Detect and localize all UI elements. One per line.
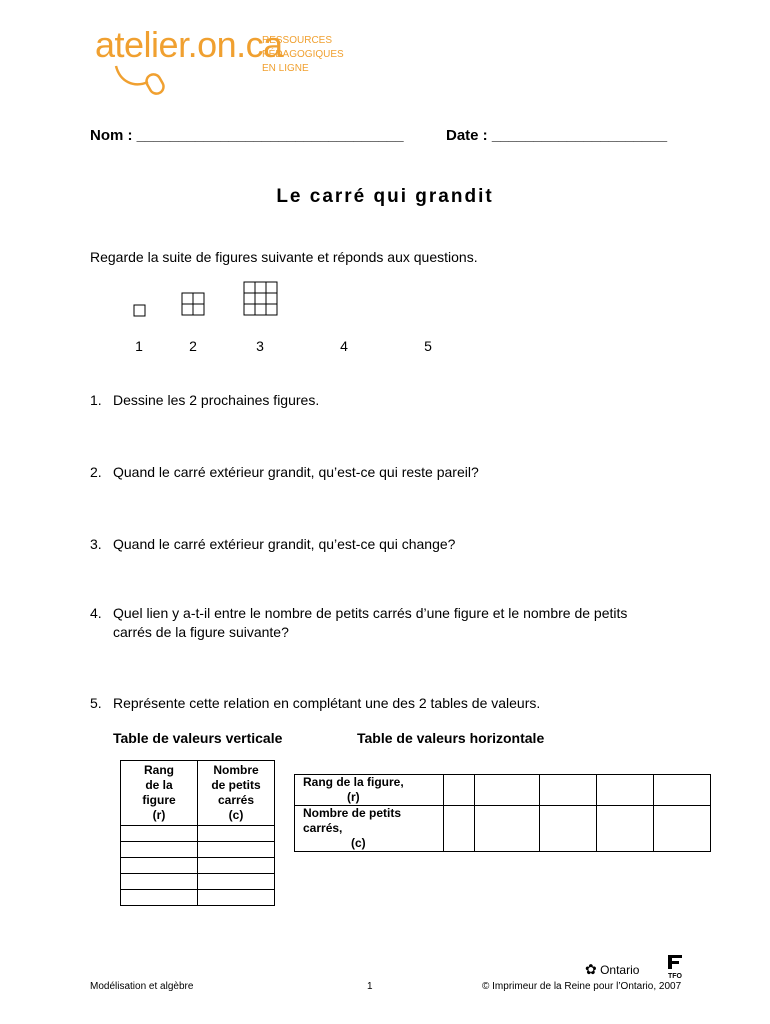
- answer-cell[interactable]: [540, 806, 597, 852]
- question-4: [90, 604, 627, 642]
- table-row: [121, 890, 275, 906]
- table-row: [295, 775, 711, 806]
- tfo-text: TFO: [668, 973, 682, 980]
- answer-cell[interactable]: [444, 806, 475, 852]
- table-row: [295, 806, 711, 852]
- table-row: [121, 842, 275, 858]
- answer-cell[interactable]: [121, 890, 198, 906]
- row-label-count: [295, 806, 444, 852]
- answer-cell[interactable]: [198, 890, 275, 906]
- answer-cell[interactable]: [121, 842, 198, 858]
- question-number: 4.: [90, 605, 102, 621]
- question-text: Quel lien y a-t-il entre le nombre de petits carrés d’une figure et le nombre de petits: [113, 605, 628, 621]
- logo-tagline-line2: PÉDAGOGIQUES: [262, 49, 344, 60]
- atelier-logo: atelier.on.ca: [95, 24, 283, 65]
- tfo-f-icon: [666, 954, 684, 970]
- answer-cell[interactable]: [198, 858, 275, 874]
- question-number: 3.: [90, 536, 102, 552]
- table-row: [121, 874, 275, 890]
- question-text: Représente cette relation en complétant une des 2 tables de valeurs.: [113, 695, 541, 711]
- answer-cell[interactable]: [475, 806, 540, 852]
- answer-cell[interactable]: [121, 826, 198, 842]
- header-text: figure: [142, 793, 176, 807]
- header-text: de petits: [211, 778, 261, 792]
- question-text: Quand le carré extérieur grandit, qu’est-ce qui change?: [113, 536, 456, 552]
- header-text: (c): [228, 808, 244, 822]
- name-field[interactable]: Nom : ________________________________: [90, 127, 404, 144]
- answer-cell[interactable]: [198, 874, 275, 890]
- row-label-text: (r): [347, 790, 360, 804]
- header-text: (r): [152, 808, 166, 822]
- header-text: Rang: [144, 763, 174, 777]
- header-rank: [121, 761, 198, 826]
- answer-cell[interactable]: [121, 874, 198, 890]
- date-field[interactable]: Date : _____________________: [446, 127, 668, 144]
- row-label-text: carrés,: [303, 821, 343, 835]
- page-title: Le carré qui grandit: [276, 186, 494, 207]
- answer-cell[interactable]: [444, 775, 475, 806]
- header-text: Nombre: [213, 763, 259, 777]
- question-text: Quand le carré extérieur grandit, qu’est-ce qui reste pareil?: [113, 464, 479, 480]
- ontario-logo: [585, 961, 639, 978]
- horizontal-table-title: Table de valeurs horizontale: [357, 730, 545, 746]
- footer-left: Modélisation et algèbre: [90, 981, 194, 992]
- table-row: [121, 858, 275, 874]
- header-count: [198, 761, 275, 826]
- question-number: 1.: [90, 392, 102, 408]
- question-3: [90, 535, 455, 554]
- footer-copyright: © Imprimeur de la Reine pour l’Ontario, 2007: [482, 981, 682, 992]
- answer-cell[interactable]: [475, 775, 540, 806]
- question-1: [90, 391, 319, 410]
- figure-label-3: 3: [256, 338, 264, 354]
- answer-cell[interactable]: [540, 775, 597, 806]
- horizontal-values-table: [294, 774, 711, 852]
- header-text: de la: [145, 778, 173, 792]
- figure-1-square: [133, 304, 147, 318]
- figure-3-grid: [243, 281, 279, 318]
- answer-cell[interactable]: [597, 775, 654, 806]
- vertical-table-title: Table de valeurs verticale: [113, 730, 283, 746]
- figure-label-4: 4: [340, 338, 348, 354]
- logo-tagline-line1: RESSOURCES: [262, 35, 333, 46]
- question-text: Dessine les 2 prochaines figures.: [113, 392, 320, 408]
- trillium-icon: ✿: [585, 961, 597, 977]
- row-label-text: (c): [351, 836, 366, 850]
- vertical-values-table: [120, 760, 275, 906]
- answer-cell[interactable]: [198, 826, 275, 842]
- question-5: [90, 694, 540, 713]
- answer-cell[interactable]: [121, 858, 198, 874]
- answer-cell[interactable]: [654, 775, 711, 806]
- figure-label-1: 1: [135, 338, 143, 354]
- answer-cell[interactable]: [654, 806, 711, 852]
- row-label-text: Nombre de petits: [303, 806, 402, 820]
- row-label-text: Rang de la figure,: [303, 775, 404, 789]
- question-number: 5.: [90, 695, 102, 711]
- question-number: 2.: [90, 464, 102, 480]
- question-text-cont: carrés de la figure suivante?: [113, 624, 289, 640]
- row-label-rank: [295, 775, 444, 806]
- figure-2-grid: [181, 292, 207, 318]
- figure-label-5: 5: [424, 338, 432, 354]
- figure-label-2: 2: [189, 338, 197, 354]
- table-row: [121, 826, 275, 842]
- logo-tagline-line3: EN LIGNE: [262, 63, 309, 74]
- ontario-text: Ontario: [600, 963, 640, 977]
- mouse-icon: [112, 64, 172, 98]
- answer-cell[interactable]: [198, 842, 275, 858]
- question-2: [90, 463, 479, 482]
- page-number: 1: [367, 981, 373, 992]
- answer-cell[interactable]: [597, 806, 654, 852]
- header-text: carrés: [217, 793, 255, 807]
- tfo-logo: [666, 954, 684, 980]
- logo-tagline: [262, 34, 344, 76]
- intro-text: Regarde la suite de figures suivante et réponds aux questions.: [90, 249, 478, 265]
